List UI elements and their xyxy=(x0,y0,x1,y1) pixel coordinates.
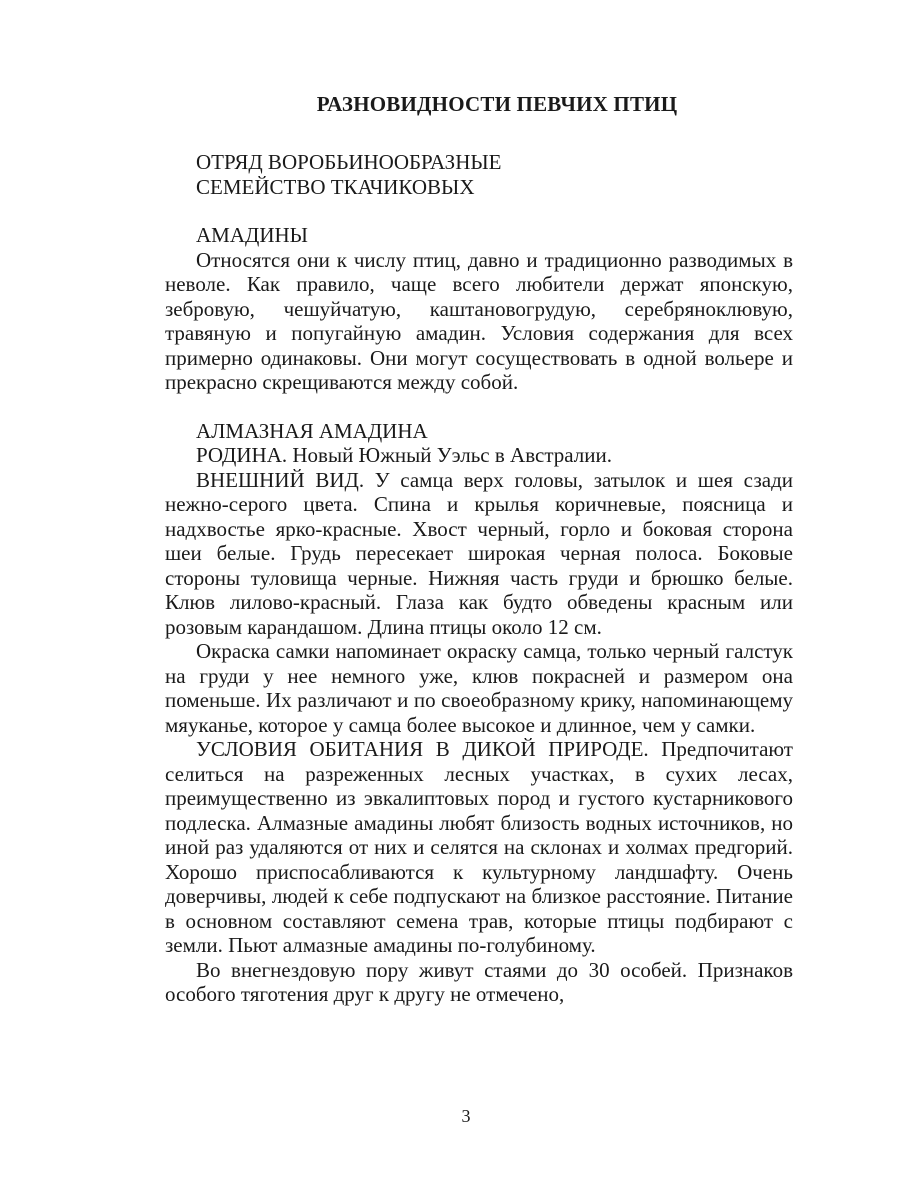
page-body xyxy=(165,92,793,1007)
page-title: РАЗНОВИДНОСТИ ПЕВЧИХ ПТИЦ xyxy=(316,92,678,116)
paragraph-vneshniy-vid: ВНЕШНИЙ ВИД. У самца верх головы, затылок и шея сзади нежно-серого цвета. Спина и крылья коричневые, поясница и надхвостье ярко-красные. Хвост черный, горло и боковая сторона шеи белые. Грудь пересекает широкая черная полоса. Боковые стороны туловища черные. Нижняя часть груди и брюшко белые. Клюв лилово-красный. Глаза как будто обведены красным или розовым карандашом. Длина птицы около 12 см. xyxy=(165,467,793,639)
paragraph-amadiny: Относятся они к числу птиц, давно и традиционно разводимых в неволе. Как правило, чаще всего любители держат японскую, зебровую, чешуйчатую, каштановогрудую, серебряноклювую, травяную и попугайную амадин. Условия содержания для всех примерно одинаковы. Они могут сосуществовать в одной вольере и прекрасно скрещиваются между собой. xyxy=(165,247,793,394)
paragraph-samka: Окраска самки напоминает окраску самца, только черный галстук на груди у нее немного уже, клюв покрасней и размером она поменьше. Их различают и по своеобразному крику, напоминающему мяуканье, которое у самца более высокое и длинное, чем у самки. xyxy=(165,639,793,737)
family-heading: СЕМЕЙСТВО ТКАЧИКОВЫХ xyxy=(196,174,475,199)
paragraph-rodina: РОДИНА. Новый Южный Уэльс в Австралии. xyxy=(196,443,612,467)
section-heading-almaznaya: АЛМАЗНАЯ АМАДИНА xyxy=(196,418,428,443)
paragraph-usloviya: УСЛОВИЯ ОБИТАНИЯ В ДИКОЙ ПРИРОДЕ. Предпочитают селиться на разреженных лесных участках, в сухих лесах, преимущественно из эвкалиптовых пород и густого кустарникового подлеска. Алмазные амадины любят близость водных источников, но иной раз удаляются от них и селятся на склонах и холмах предгорий. Хорошо приспосабливаются к культурному ландшафту. Очень доверчивы, людей к себе подпускают на близкое расстояние. Питание в основном составляют семена трав, которые птицы подбирают с земли. Пьют алмазные амадины по-голубиному. xyxy=(165,737,793,957)
paragraph-vnegnezdovaya: Во внегнездовую пору живут стаями до 30 особей. Признаков особого тяготения друг к другу не отмечено, xyxy=(165,957,793,1006)
order-heading: ОТРЯД ВОРОБЬИНООБРАЗНЫЕ xyxy=(196,150,502,174)
page-number: 3 xyxy=(461,1106,471,1126)
section-heading-amadiny: АМАДИНЫ xyxy=(196,223,308,247)
